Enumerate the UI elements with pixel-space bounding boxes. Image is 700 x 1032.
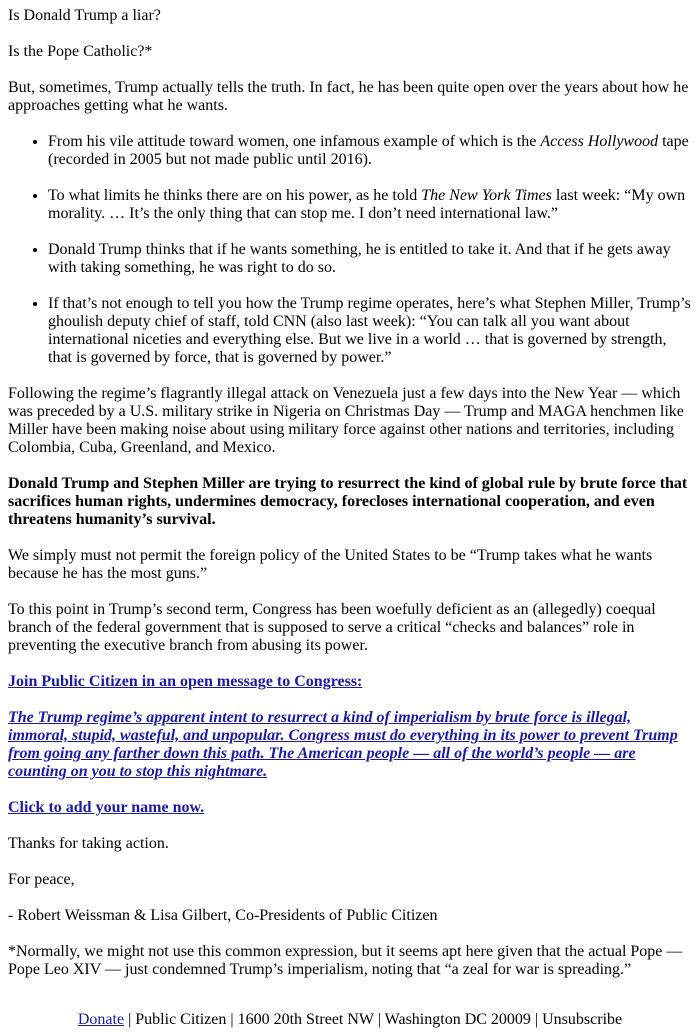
message-link[interactable] (8, 709, 678, 780)
bold-paragraph (8, 475, 692, 529)
join-paragraph (8, 673, 692, 691)
message-link-text: The Trump regime’s apparent intent to resurrect a kind of imperialism by brute force is illegal, immoral, stupid, wasteful, and unpopular. Congress must do everything in its power to prevent Trump from going any farther down this path. The American people — all of the world’s people — are counting on you to stop this nightmare. (8, 709, 678, 780)
text: If that’s not enough to tell you how the Trump regime operates, here’s what Stephen Miller, Trump’s ghoulish deputy chief of staff, told CNN (also last week): “You can talk all you want about international niceties and everything else. But we live in a world … that is governed by strength, that is governed by force, that is governed by power.” (48, 295, 691, 366)
emphasis: The New York Times (421, 187, 552, 204)
signature: - Robert Weissman & Lisa Gilbert, Co-Presidents of Public Citizen (8, 907, 438, 924)
donate-link[interactable]: Donate (77, 1011, 125, 1028)
intro-answer: Is the Pope Catholic?* (8, 43, 153, 60)
join-link[interactable] (8, 673, 362, 690)
org-name: Public Citizen (135, 1011, 227, 1028)
separator: | (530, 1011, 543, 1028)
signoff: For peace, (8, 871, 75, 888)
bullet-list (8, 133, 692, 367)
list-item (48, 187, 692, 223)
text: To what limits he thinks there are on his power, as he told (48, 187, 422, 204)
text: tape (recorded in 2005 but not made public until 2016). (48, 133, 689, 168)
paragraph: We simply must not permit the foreign policy of the United States to be “Trump takes what he wants because he has the most guns.” (8, 547, 653, 582)
separator: | (226, 1011, 238, 1028)
text: last week: “My own morality. … It’s the only thing that can stop me. I don’t need international law.” (48, 187, 686, 222)
text: From his vile attitude toward women, one infamous example of which is the (48, 133, 541, 150)
message-paragraph (8, 709, 692, 781)
emphasis: Access Hollywood (540, 133, 659, 150)
bold-text: Donald Trump and Stephen Miller are trying to resurrect the kind of global rule by brute force that sacrifices human rights, undermines democracy, forecloses international cooperation, and even threatens humanity’s survival. (8, 475, 688, 528)
list-item (48, 241, 692, 277)
thanks: Thanks for taking action. (8, 835, 169, 852)
intro-question: Is Donald Trump a liar? (8, 7, 161, 24)
separator: | (124, 1011, 136, 1028)
address: 1600 20th Street NW (237, 1011, 374, 1028)
paragraph: But, sometimes, Trump actually tells the truth. In fact, he has been quite open over the years about how he approaches getting what he wants. (8, 79, 689, 114)
paragraph: To this point in Trump’s second term, Congress has been woefully deficient as an (allegedly) coequal branch of the federal government that is supposed to serve a critical “checks and balances” role in preventing the executive branch from abusing its power. (8, 601, 656, 654)
cta-paragraph (8, 799, 692, 817)
list-item (48, 133, 692, 169)
add-name-link[interactable] (8, 799, 204, 816)
list-item (48, 295, 692, 367)
footer (8, 1011, 692, 1029)
unsubscribe-text[interactable]: Unsubscribe (542, 1011, 623, 1028)
text: Donald Trump thinks that if he wants something, he is entitled to take it. And that if he gets away with taking something, he was right to do so. (48, 241, 671, 276)
city: Washington DC 20009 (384, 1011, 531, 1028)
separator: | (373, 1011, 385, 1028)
paragraph: Following the regime’s flagrantly illegal attack on Venezuela just a few days into the New Year — which was preceded by a U.S. military strike in Nigeria on Christmas Day — Trump and MAGA henchmen like Miller have been making noise about using military force against other nations and territories, including Colombia, Cuba, Greenland, and Mexico. (8, 385, 684, 456)
add-name-link-text: Click to add your name now. (8, 799, 205, 816)
join-link-text: Join Public Citizen in an open message to Congress: (8, 673, 363, 690)
footnote: *Normally, we might not use this common expression, but it seems apt here given that the actual Pope — Pope Leo XIV — just condemned Trump’s imperialism, noting that “a zeal for war is spreading.” (8, 943, 683, 978)
